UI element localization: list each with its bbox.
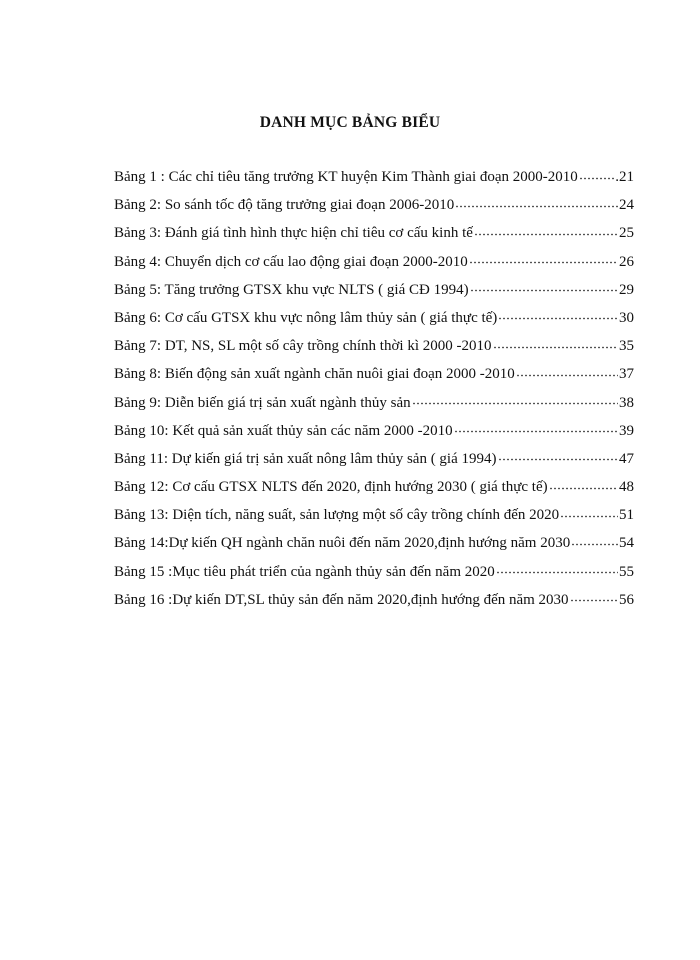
page-title: DANH MỤC BẢNG BIỂU: [259, 114, 441, 131]
table-entry-label: Bảng 13: Diện tích, năng suất, sản lượng một số cây trồng chính đến 2020: [114, 507, 560, 524]
table-entry-page: 29: [619, 281, 634, 298]
table-entry-page: 30: [619, 309, 634, 326]
table-entry-4[interactable]: [114, 251, 634, 279]
table-entry-page: 24: [619, 197, 634, 214]
table-entry-label: Bảng 16 :Dự kiến DT,SL thủy sản đến năm 2020,định hướng đến năm 2030: [114, 591, 569, 608]
table-entry-11[interactable]: [114, 448, 634, 476]
table-entry-16[interactable]: [114, 589, 634, 617]
dot-leader: [469, 251, 618, 266]
table-entry-page: 39: [619, 422, 634, 439]
table-entry-label: Bảng 3: Đánh giá tình hình thực hiện chỉ tiêu cơ cấu kinh tế: [114, 225, 473, 242]
table-entry-7[interactable]: [114, 335, 634, 363]
dot-leader: [571, 532, 618, 547]
dot-leader: [498, 307, 618, 322]
table-entry-12[interactable]: [114, 476, 634, 504]
table-entry-label: Bảng 5: Tăng trưởng GTSX khu vực NLTS ( giá CĐ 1994): [114, 281, 469, 298]
table-entry-label: Bảng 1 : Các chỉ tiêu tăng trưởng KT huyện Kim Thành giai đoạn 2000-2010: [114, 169, 578, 185]
table-entry-page: 26: [619, 253, 634, 270]
table-entry-label: Bảng 7: DT, NS, SL một số cây trồng chính thời kì 2000 -2010: [114, 338, 492, 355]
dot-leader: [498, 448, 618, 463]
dot-leader: [412, 392, 618, 407]
table-entry-page: 25: [619, 225, 634, 242]
table-entry-page: .21: [615, 169, 634, 185]
dot-leader: [516, 363, 618, 378]
table-list: [114, 166, 634, 617]
dot-leader: [493, 335, 619, 350]
dot-leader: [549, 476, 618, 491]
table-entry-page: 56: [619, 591, 634, 608]
table-entry-page: 55: [619, 563, 634, 580]
table-entry-6[interactable]: [114, 307, 634, 335]
table-entry-page: 54: [619, 535, 634, 552]
table-entry-label: Bảng 12: Cơ cấu GTSX NLTS đến 2020, định hướng 2030 ( giá thực tế): [114, 479, 548, 496]
table-entry-8[interactable]: [114, 363, 634, 391]
table-entry-page: 35: [619, 338, 634, 355]
table-entry-page: 51: [619, 507, 634, 524]
table-entry-label: Bảng 15 :Mục tiêu phát triển của ngành thủy sản đến năm 2020: [114, 563, 495, 580]
dot-leader: [454, 420, 618, 435]
table-entry-page: 47: [619, 450, 634, 467]
table-entry-label: Bảng 6: Cơ cấu GTSX khu vực nông lâm thủy sản ( giá thực tế): [114, 309, 498, 326]
dot-leader: [570, 589, 618, 604]
table-entry-label: Bảng 9: Diễn biến giá trị sản xuất ngành thủy sản: [114, 394, 411, 411]
table-entry-label: Bảng 2: So sánh tốc độ tăng trưởng giai đoạn 2006-2010: [114, 197, 455, 214]
table-entry-label: Bảng 4: Chuyển dịch cơ cấu lao động giai đoạn 2000-2010: [114, 253, 468, 270]
table-entry-label: Bảng 14:Dự kiến QH ngành chăn nuôi đến năm 2020,định hướng năm 2030: [114, 535, 571, 552]
dot-leader: [560, 504, 618, 519]
table-entry-page: 38: [619, 394, 634, 411]
table-entry-label: Bảng 8: Biến động sản xuất ngành chăn nuôi giai đoạn 2000 -2010: [114, 366, 515, 383]
table-entry-9[interactable]: [114, 392, 634, 420]
table-entry-5[interactable]: [114, 279, 634, 307]
table-entry-1[interactable]: [114, 166, 634, 194]
dot-leader: [496, 561, 618, 576]
table-entry-2[interactable]: [114, 194, 634, 222]
dot-leader: [470, 279, 618, 294]
table-entry-page: 37: [619, 366, 634, 383]
table-entry-label: Bảng 10: Kết quả sản xuất thủy sản các năm 2000 -2010: [114, 422, 453, 439]
dot-leader: [474, 222, 618, 237]
table-entry-3[interactable]: [114, 222, 634, 250]
table-entry-label: Bảng 11: Dự kiến giá trị sản xuất nông lâm thủy sản ( giá 1994): [114, 450, 497, 467]
table-entry-10[interactable]: [114, 420, 634, 448]
table-entry-14[interactable]: [114, 532, 634, 560]
dot-leader: [579, 166, 614, 181]
table-entry-13[interactable]: [114, 504, 634, 532]
dot-leader: [455, 194, 618, 209]
table-entry-15[interactable]: [114, 561, 634, 589]
table-entry-page: 48: [619, 479, 634, 496]
